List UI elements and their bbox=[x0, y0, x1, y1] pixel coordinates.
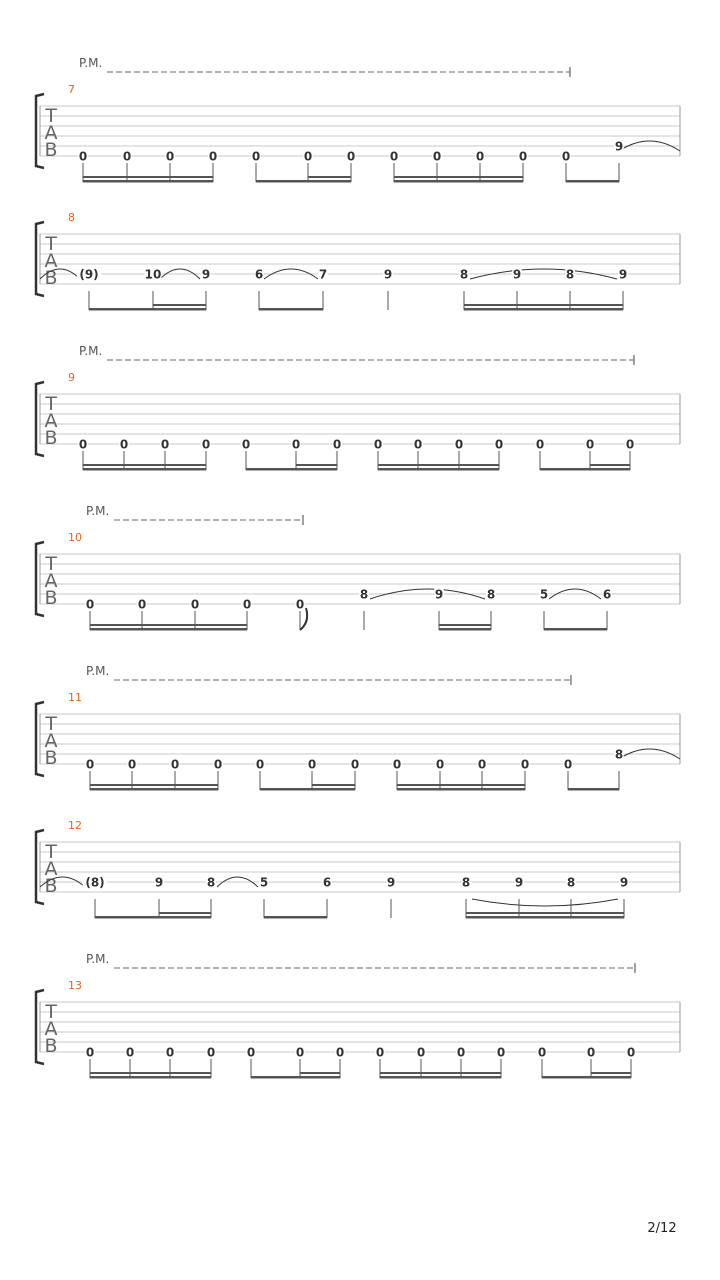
tab-letter: A bbox=[44, 858, 58, 880]
fret-number: 0 bbox=[307, 757, 317, 772]
tab-letter: A bbox=[44, 730, 58, 752]
fret-number: 7 bbox=[318, 267, 328, 282]
tie-arc bbox=[472, 899, 618, 906]
fret-number: 9 bbox=[386, 875, 396, 890]
tab-letter: B bbox=[44, 747, 58, 769]
tab-letter: T bbox=[45, 713, 57, 735]
bar-number: 9 bbox=[68, 371, 75, 384]
fret-number: 9 bbox=[383, 267, 393, 282]
fret-number: 0 bbox=[137, 597, 147, 612]
fret-number: 0 bbox=[413, 437, 423, 452]
beam-secondary bbox=[591, 1072, 631, 1074]
fret-number: 0 bbox=[585, 437, 595, 452]
beam-secondary bbox=[397, 784, 525, 786]
fret-number: 0 bbox=[85, 757, 95, 772]
fret-number: 9 bbox=[514, 875, 524, 890]
fret-number: 0 bbox=[518, 149, 528, 164]
tab-letter: B bbox=[44, 267, 58, 289]
fret-number: 0 bbox=[213, 757, 223, 772]
beam bbox=[394, 180, 523, 183]
fret-number: 0 bbox=[208, 149, 218, 164]
fret-number: (8) bbox=[85, 875, 105, 890]
tab-system-10 bbox=[36, 504, 680, 631]
fret-number: 9 bbox=[201, 267, 211, 282]
beam-secondary bbox=[83, 176, 213, 178]
beam-secondary bbox=[300, 1072, 340, 1074]
palm-mute-label: P.M. bbox=[79, 56, 103, 70]
beam bbox=[256, 180, 351, 183]
tab-letter: A bbox=[44, 570, 58, 592]
fret-number: 0 bbox=[201, 437, 211, 452]
beam-secondary bbox=[394, 176, 523, 178]
fret-number: 0 bbox=[251, 149, 261, 164]
palm-mute-label: P.M. bbox=[86, 952, 110, 966]
fret-number: 0 bbox=[389, 149, 399, 164]
tab-letter: T bbox=[45, 841, 57, 863]
beam-secondary bbox=[312, 784, 355, 786]
fret-number: 5 bbox=[259, 875, 269, 890]
fret-number: 0 bbox=[477, 757, 487, 772]
fret-number: 0 bbox=[373, 437, 383, 452]
tab-letter: T bbox=[45, 233, 57, 255]
tab-system-11 bbox=[36, 664, 680, 791]
fret-number: 9 bbox=[434, 587, 444, 602]
beam-secondary bbox=[308, 176, 351, 178]
fret-number: 0 bbox=[85, 1045, 95, 1060]
bar-number: 12 bbox=[68, 819, 82, 832]
palm-mute-label: P.M. bbox=[79, 344, 103, 358]
tab-system-9 bbox=[36, 344, 680, 471]
fret-number: 0 bbox=[626, 1045, 636, 1060]
bar-number: 8 bbox=[68, 211, 75, 224]
tab-system-8 bbox=[36, 211, 680, 311]
fret-number: 0 bbox=[416, 1045, 426, 1060]
palm-mute-label: P.M. bbox=[86, 504, 110, 518]
beam bbox=[378, 468, 499, 471]
fret-number: 10 bbox=[144, 267, 162, 282]
beam-secondary bbox=[466, 912, 624, 914]
fret-number: 9 bbox=[618, 267, 628, 282]
fret-number: 5 bbox=[539, 587, 549, 602]
beam-secondary bbox=[83, 464, 206, 466]
fret-number: 0 bbox=[160, 437, 170, 452]
fret-number: 8 bbox=[461, 875, 471, 890]
beam-secondary bbox=[296, 464, 337, 466]
tab-letter: A bbox=[44, 122, 58, 144]
fret-number: 0 bbox=[291, 437, 301, 452]
beam-secondary bbox=[153, 304, 206, 306]
beam-secondary bbox=[464, 304, 623, 306]
bar-number: 7 bbox=[68, 83, 75, 96]
fret-number: 8 bbox=[459, 267, 469, 282]
tab-letter: A bbox=[44, 1018, 58, 1040]
beam bbox=[260, 788, 355, 791]
fret-number: 8 bbox=[486, 587, 496, 602]
beam bbox=[90, 628, 247, 631]
fret-number: 9 bbox=[512, 267, 522, 282]
beam bbox=[540, 468, 630, 471]
fret-number: 0 bbox=[119, 437, 129, 452]
fret-number: 0 bbox=[454, 437, 464, 452]
fret-number: 0 bbox=[78, 149, 88, 164]
bar-number: 11 bbox=[68, 691, 82, 704]
fret-number: 0 bbox=[295, 1045, 305, 1060]
beam bbox=[466, 916, 624, 919]
beam-secondary bbox=[380, 1072, 501, 1074]
fret-number: 0 bbox=[127, 757, 137, 772]
beam bbox=[83, 180, 213, 183]
beam-secondary bbox=[439, 624, 491, 626]
fret-number: 0 bbox=[375, 1045, 385, 1060]
fret-number: 0 bbox=[392, 757, 402, 772]
fret-number: 0 bbox=[475, 149, 485, 164]
fret-number: 0 bbox=[432, 149, 442, 164]
fret-number: 0 bbox=[563, 757, 573, 772]
fret-number: 0 bbox=[165, 149, 175, 164]
tab-letter: B bbox=[44, 139, 58, 161]
page-number: 2/12 bbox=[647, 1221, 677, 1236]
fret-number: 8 bbox=[614, 747, 624, 762]
fret-number: 0 bbox=[295, 597, 305, 612]
fret-number: 0 bbox=[625, 437, 635, 452]
beam bbox=[83, 468, 206, 471]
fret-number: 0 bbox=[537, 1045, 547, 1060]
beam bbox=[89, 308, 206, 311]
fret-number: 0 bbox=[125, 1045, 135, 1060]
beam-secondary bbox=[90, 1072, 211, 1074]
fret-number: 0 bbox=[122, 149, 132, 164]
beam-secondary bbox=[90, 784, 218, 786]
tab-letter: T bbox=[45, 553, 57, 575]
palm-mute-label: P.M. bbox=[86, 664, 110, 678]
fret-number: 0 bbox=[520, 757, 530, 772]
beam-secondary bbox=[90, 624, 247, 626]
fret-number: 0 bbox=[303, 149, 313, 164]
fret-number: 0 bbox=[456, 1045, 466, 1060]
tab-letter: B bbox=[44, 587, 58, 609]
fret-number: 0 bbox=[85, 597, 95, 612]
tab-letter: A bbox=[44, 250, 58, 272]
fret-number: 0 bbox=[241, 437, 251, 452]
fret-number: 8 bbox=[566, 875, 576, 890]
bar-number: 13 bbox=[68, 979, 82, 992]
fret-number: 8 bbox=[206, 875, 216, 890]
beam bbox=[542, 1076, 631, 1079]
fret-number: 0 bbox=[190, 597, 200, 612]
fret-number: 0 bbox=[332, 437, 342, 452]
beam bbox=[397, 788, 525, 791]
fret-number: 0 bbox=[242, 597, 252, 612]
beam bbox=[246, 468, 337, 471]
fret-number: 0 bbox=[246, 1045, 256, 1060]
fret-number: 0 bbox=[206, 1045, 216, 1060]
fret-number: 9 bbox=[154, 875, 164, 890]
fret-number: 0 bbox=[346, 149, 356, 164]
beam bbox=[544, 628, 607, 631]
fret-number: 8 bbox=[359, 587, 369, 602]
beam-secondary bbox=[159, 912, 211, 914]
tab-letter: T bbox=[45, 393, 57, 415]
tab-letter: A bbox=[44, 410, 58, 432]
fret-number: (9) bbox=[79, 267, 99, 282]
fret-number: 0 bbox=[435, 757, 445, 772]
fret-number: 8 bbox=[565, 267, 575, 282]
fret-number: 0 bbox=[561, 149, 571, 164]
fret-number: 6 bbox=[254, 267, 264, 282]
beam bbox=[568, 788, 619, 791]
fret-number: 0 bbox=[335, 1045, 345, 1060]
fret-number: 0 bbox=[586, 1045, 596, 1060]
tab-system-12 bbox=[36, 819, 680, 919]
tab-letter: T bbox=[45, 105, 57, 127]
fret-number: 0 bbox=[494, 437, 504, 452]
beam-secondary bbox=[378, 464, 499, 466]
bar-number: 10 bbox=[68, 531, 82, 544]
fret-number: 0 bbox=[165, 1045, 175, 1060]
fret-number: 0 bbox=[496, 1045, 506, 1060]
fret-number: 6 bbox=[602, 587, 612, 602]
tab-system-7 bbox=[36, 56, 680, 183]
fret-number: 0 bbox=[255, 757, 265, 772]
beam bbox=[251, 1076, 340, 1079]
beam bbox=[95, 916, 211, 919]
tab-system-13 bbox=[36, 952, 680, 1079]
tab-letter: B bbox=[44, 875, 58, 897]
tab-letter: B bbox=[44, 427, 58, 449]
tab-letter: B bbox=[44, 1035, 58, 1057]
beam bbox=[259, 308, 323, 311]
beam bbox=[464, 308, 623, 311]
beam bbox=[566, 180, 619, 183]
fret-number: 0 bbox=[78, 437, 88, 452]
beam bbox=[90, 1076, 211, 1079]
beam-secondary bbox=[590, 464, 630, 466]
fret-number: 9 bbox=[614, 139, 624, 154]
fret-number: 0 bbox=[170, 757, 180, 772]
beam bbox=[264, 916, 327, 919]
beam bbox=[439, 628, 491, 631]
tab-letter: T bbox=[45, 1001, 57, 1023]
fret-number: 0 bbox=[350, 757, 360, 772]
fret-number: 0 bbox=[535, 437, 545, 452]
beam bbox=[90, 788, 218, 791]
beam bbox=[380, 1076, 501, 1079]
fret-number: 9 bbox=[619, 875, 629, 890]
fret-number: 6 bbox=[322, 875, 332, 890]
